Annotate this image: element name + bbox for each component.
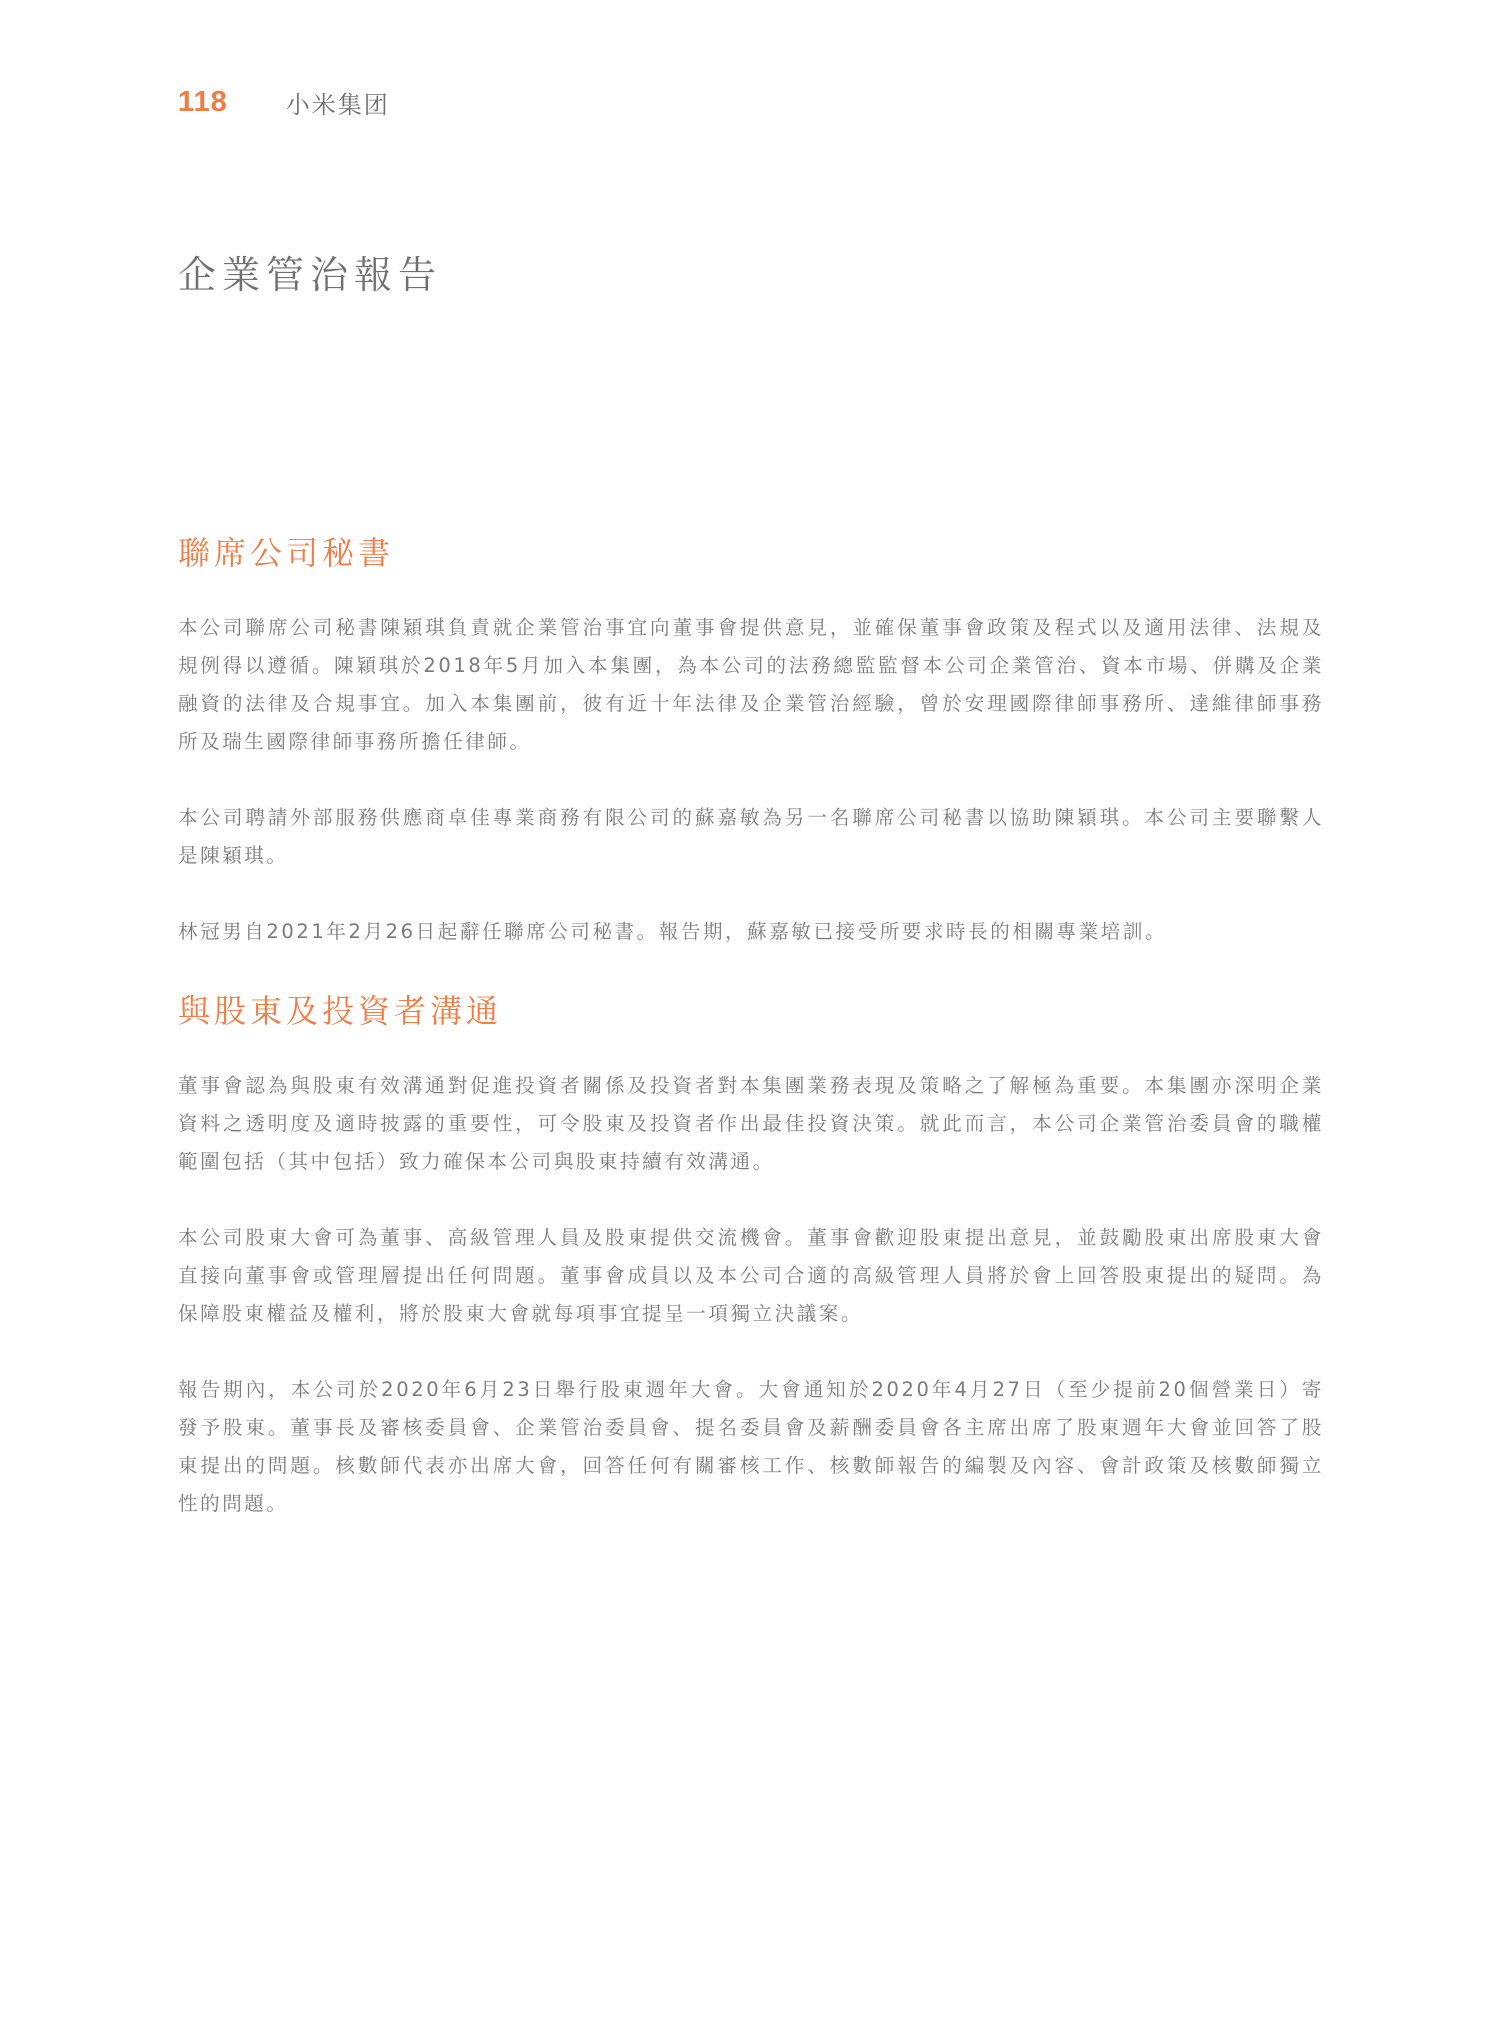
section-shareholder-communication	[178, 985, 1324, 1523]
section-heading: 聯席公司秘書	[178, 534, 395, 572]
page-number: 118	[178, 85, 228, 118]
paragraph: 董事會認為與股東有效溝通對促進投資者關係及投資者對本集團業務表現及策略之了解極為重要。本集團亦深明企業資料之透明度及適時披露的重要性，可令股東及投資者作出最佳投資決策。就此而言，本公司企業管治委員會的職權範圍包括（其中包括）致力確保本公司與股東持續有效溝通。	[178, 1074, 1324, 1173]
section-joint-company-secretary	[178, 527, 1324, 951]
report-title: 企業管治報告	[178, 253, 443, 297]
paragraph: 本公司聘請外部服務供應商卓佳專業商務有限公司的蘇嘉敏為另一名聯席公司秘書以協助陳穎琪。本公司主要聯繫人是陳穎琪。	[178, 806, 1324, 867]
paragraph: 本公司聯席公司秘書陳穎琪負責就企業管治事宜向董事會提供意見，並確保董事會政策及程式以及適用法律、法規及規例得以遵循。陳穎琪於2018年5月加入本集團，為本公司的法務總監監督本公司企業管治、資本市場、併購及企業融資的法律及合規事宜。加入本集團前，彼有近十年法律及企業管治經驗，曾於安理國際律師事務所、達維律師事務所及瑞生國際律師事務所擔任律師。	[178, 616, 1324, 753]
paragraph: 報告期內，本公司於2020年6月23日舉行股東週年大會。大會通知於2020年4月27日（至少提前20個營業日）寄發予股東。董事長及審核委員會、企業管治委員會、提名委員會及薪酬委員會各主席出席了股東週年大會並回答了股東提出的問題。核數師代表亦出席大會，回答任何有關審核工作、核數師報告的編製及內容、會計政策及核數師獨立性的問題。	[178, 1378, 1324, 1515]
paragraph: 林冠男自2021年2月26日起辭任聯席公司秘書。報告期，蘇嘉敏已接受所要求時長的相關專業培訓。	[178, 920, 1168, 943]
paragraph: 本公司股東大會可為董事、高級管理人員及股東提供交流機會。董事會歡迎股東提出意見，並鼓勵股東出席股東大會直接向董事會或管理層提出任何問題。董事會成員以及本公司合適的高級管理人員將於會上回答股東提出的疑問。為保障股東權益及權利，將於股東大會就每項事宜提呈一項獨立決議案。	[178, 1226, 1324, 1325]
company-name: 小米集团	[285, 90, 390, 119]
section-heading: 與股東及投資者溝通	[178, 992, 503, 1030]
page-header	[178, 82, 390, 122]
report-body	[178, 527, 1324, 1523]
